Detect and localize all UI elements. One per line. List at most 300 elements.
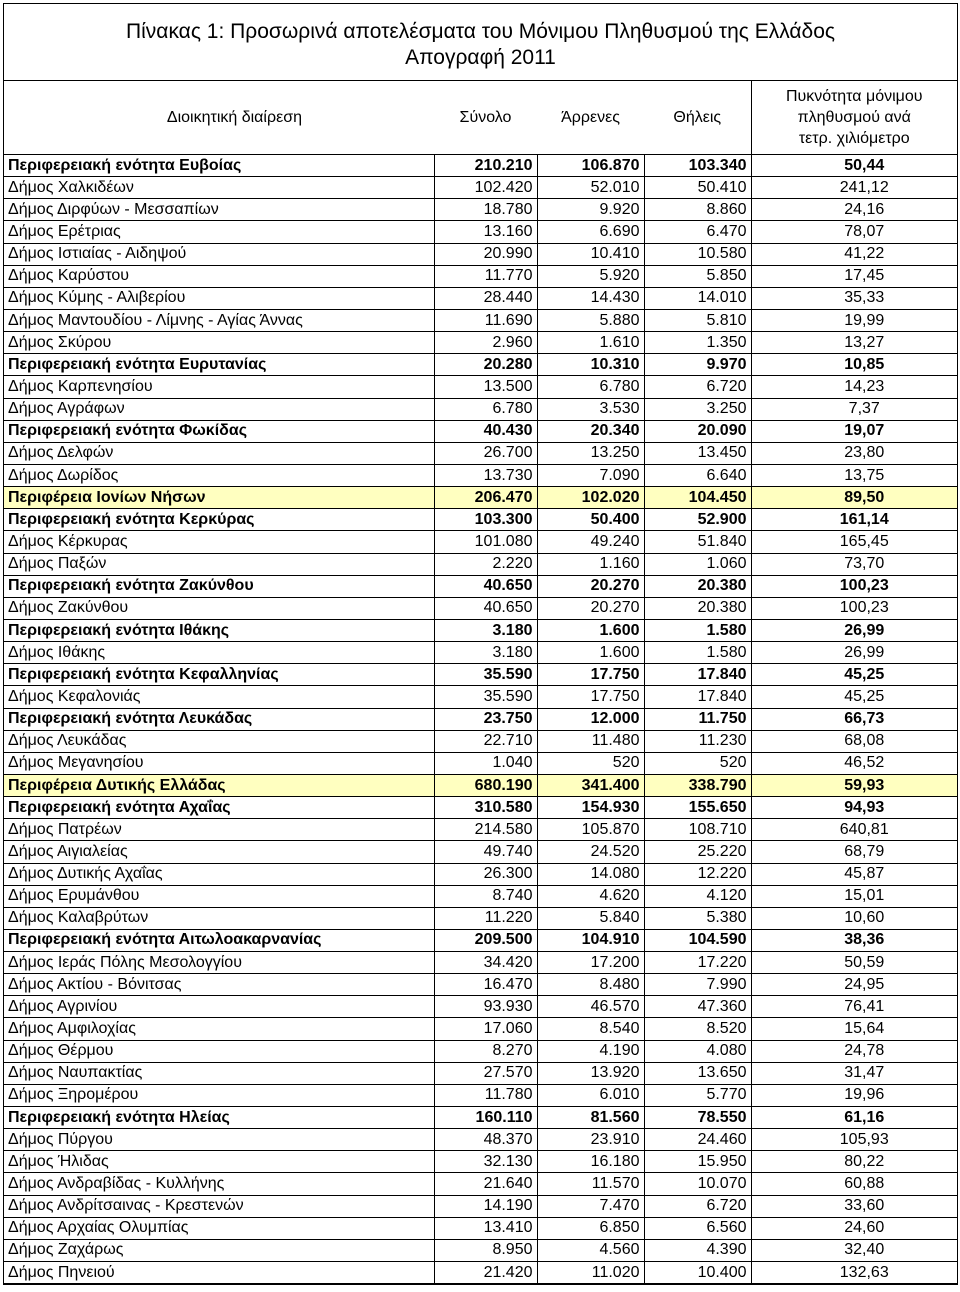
- cell-male: 7.470: [537, 1195, 644, 1217]
- cell-male: 4.620: [537, 885, 644, 907]
- cell-total: 93.930: [434, 996, 537, 1018]
- cell-name: Δήμος Σκύρου: [4, 332, 434, 354]
- cell-total: 16.470: [434, 974, 537, 996]
- cell-female: 104.590: [644, 929, 751, 951]
- cell-total: 35.590: [434, 664, 537, 686]
- table-row: [4, 420, 957, 442]
- cell-name: Δήμος Πατρέων: [4, 819, 434, 841]
- cell-name: Περιφερειακή ενότητα Λευκάδας: [4, 708, 434, 730]
- cell-density: 76,41: [751, 996, 957, 1018]
- cell-total: 20.280: [434, 354, 537, 376]
- cell-density: 13,27: [751, 332, 957, 354]
- header-row: [4, 81, 957, 155]
- table-row: [4, 531, 957, 553]
- cell-name: Δήμος Κεφαλονιάς: [4, 686, 434, 708]
- table-row: [4, 1018, 957, 1040]
- header-density-line1: Πυκνότητα μόνιμου: [785, 88, 923, 105]
- cell-female: 52.900: [644, 509, 751, 531]
- header-density-line2: πληθυσμού ανά: [797, 109, 911, 126]
- cell-name: Δήμος Δελφών: [4, 442, 434, 464]
- cell-male: 104.910: [537, 929, 644, 951]
- cell-female: 9.970: [644, 354, 751, 376]
- table-row: [4, 398, 957, 420]
- cell-density: 15,64: [751, 1018, 957, 1040]
- cell-total: 310.580: [434, 797, 537, 819]
- cell-name: Δήμος Αιγιαλείας: [4, 841, 434, 863]
- cell-male: 520: [537, 752, 644, 774]
- cell-total: 680.190: [434, 774, 537, 796]
- table-row: [4, 841, 957, 863]
- cell-total: 49.740: [434, 841, 537, 863]
- table-row: [4, 332, 957, 354]
- cell-female: 6.560: [644, 1217, 751, 1239]
- cell-female: 15.950: [644, 1151, 751, 1173]
- cell-density: 45,25: [751, 664, 957, 686]
- cell-total: 209.500: [434, 929, 537, 951]
- cell-name: Δήμος Αγρινίου: [4, 996, 434, 1018]
- cell-density: 94,93: [751, 797, 957, 819]
- table-row: [4, 708, 957, 730]
- cell-total: 11.780: [434, 1084, 537, 1106]
- cell-male: 6.850: [537, 1217, 644, 1239]
- cell-total: 3.180: [434, 642, 537, 664]
- table-row: [4, 774, 957, 796]
- cell-name: Δήμος Ζαχάρως: [4, 1239, 434, 1261]
- table-row: [4, 354, 957, 376]
- cell-total: 8.740: [434, 885, 537, 907]
- cell-total: 22.710: [434, 730, 537, 752]
- table-row: [4, 575, 957, 597]
- table-row: [4, 686, 957, 708]
- cell-name: Περιφερειακή ενότητα Αχαΐας: [4, 797, 434, 819]
- cell-name: Δήμος Ιστιαίας - Αιδηψού: [4, 243, 434, 265]
- cell-density: 100,23: [751, 597, 957, 619]
- cell-female: 13.650: [644, 1062, 751, 1084]
- cell-total: 2.220: [434, 553, 537, 575]
- cell-male: 6.690: [537, 221, 644, 243]
- cell-density: 45,25: [751, 686, 957, 708]
- cell-male: 6.780: [537, 376, 644, 398]
- cell-total: 18.780: [434, 199, 537, 221]
- cell-name: Δήμος Μαντουδίου - Λίμνης - Αγίας Άννας: [4, 309, 434, 331]
- cell-name: Δήμος Ερυμάνθου: [4, 885, 434, 907]
- cell-density: 45,87: [751, 863, 957, 885]
- table-row: [4, 797, 957, 819]
- cell-male: 11.480: [537, 730, 644, 752]
- cell-female: 10.070: [644, 1173, 751, 1195]
- cell-name: Περιφερειακή ενότητα Φωκίδας: [4, 420, 434, 442]
- cell-total: 3.180: [434, 619, 537, 641]
- cell-male: 10.310: [537, 354, 644, 376]
- cell-name: Περιφερειακή ενότητα Ευβοίας: [4, 155, 434, 177]
- cell-density: 80,22: [751, 1151, 957, 1173]
- table-row: [4, 509, 957, 531]
- cell-male: 154.930: [537, 797, 644, 819]
- cell-total: 8.270: [434, 1040, 537, 1062]
- header-total: Σύνολο: [434, 81, 537, 155]
- cell-female: 10.400: [644, 1262, 751, 1284]
- cell-male: 6.010: [537, 1084, 644, 1106]
- cell-male: 81.560: [537, 1107, 644, 1129]
- cell-female: 1.350: [644, 332, 751, 354]
- cell-name: Δήμος Αμφιλοχίας: [4, 1018, 434, 1040]
- cell-female: 5.810: [644, 309, 751, 331]
- cell-name: Δήμος Ιεράς Πόλης Μεσολογγίου: [4, 952, 434, 974]
- cell-total: 13.500: [434, 376, 537, 398]
- cell-name: Δήμος Κύμης - Αλιβερίου: [4, 287, 434, 309]
- cell-male: 8.480: [537, 974, 644, 996]
- cell-total: 17.060: [434, 1018, 537, 1040]
- cell-name: Δήμος Ξηρομέρου: [4, 1084, 434, 1106]
- table-title: Πίνακας 1: Προσωρινά αποτελέσματα του Μόνιμου Πληθυσμού της Ελλάδος: [125, 20, 836, 43]
- cell-density: 68,79: [751, 841, 957, 863]
- cell-name: Δήμος Ακτίου - Βόνιτσας: [4, 974, 434, 996]
- cell-total: 40.650: [434, 575, 537, 597]
- table-row: [4, 487, 957, 509]
- cell-name: Δήμος Μεγανησίου: [4, 752, 434, 774]
- cell-female: 1.580: [644, 642, 751, 664]
- cell-male: 341.400: [537, 774, 644, 796]
- cell-male: 1.600: [537, 619, 644, 641]
- cell-total: 160.110: [434, 1107, 537, 1129]
- cell-female: 4.390: [644, 1239, 751, 1261]
- cell-name: Δήμος Πηνειού: [4, 1262, 434, 1284]
- cell-female: 338.790: [644, 774, 751, 796]
- table-row: [4, 464, 957, 486]
- cell-female: 6.720: [644, 1195, 751, 1217]
- cell-male: 14.430: [537, 287, 644, 309]
- cell-name: Δήμος Ιθάκης: [4, 642, 434, 664]
- cell-female: 47.360: [644, 996, 751, 1018]
- population-table-sheet: [3, 3, 958, 1285]
- cell-name: Περιφερειακή ενότητα Ηλείας: [4, 1107, 434, 1129]
- cell-female: 6.720: [644, 376, 751, 398]
- cell-male: 12.000: [537, 708, 644, 730]
- table-row: [4, 819, 957, 841]
- table-row: [4, 1040, 957, 1062]
- cell-male: 8.540: [537, 1018, 644, 1040]
- cell-male: 102.020: [537, 487, 644, 509]
- cell-density: 165,45: [751, 531, 957, 553]
- cell-density: 19,96: [751, 1084, 957, 1106]
- cell-female: 20.380: [644, 597, 751, 619]
- cell-male: 52.010: [537, 177, 644, 199]
- cell-density: 35,33: [751, 287, 957, 309]
- cell-density: 31,47: [751, 1062, 957, 1084]
- cell-name: Δήμος Καλαβρύτων: [4, 907, 434, 929]
- cell-total: 40.650: [434, 597, 537, 619]
- cell-total: 6.780: [434, 398, 537, 420]
- cell-total: 1.040: [434, 752, 537, 774]
- cell-density: 14,23: [751, 376, 957, 398]
- cell-density: 26,99: [751, 642, 957, 664]
- cell-name: Περιφερειακή ενότητα Ιθάκης: [4, 619, 434, 641]
- cell-name: Δήμος Λευκάδας: [4, 730, 434, 752]
- table-row: [4, 1217, 957, 1239]
- cell-female: 3.250: [644, 398, 751, 420]
- cell-total: 11.690: [434, 309, 537, 331]
- cell-density: 15,01: [751, 885, 957, 907]
- table-row: [4, 974, 957, 996]
- cell-female: 20.380: [644, 575, 751, 597]
- cell-total: 26.300: [434, 863, 537, 885]
- cell-female: 1.580: [644, 619, 751, 641]
- cell-name: Δήμος Αγράφων: [4, 398, 434, 420]
- cell-density: 89,50: [751, 487, 957, 509]
- population-table: [4, 81, 957, 1284]
- table-row: [4, 287, 957, 309]
- cell-density: 33,60: [751, 1195, 957, 1217]
- cell-total: 40.430: [434, 420, 537, 442]
- cell-female: 108.710: [644, 819, 751, 841]
- cell-female: 17.840: [644, 686, 751, 708]
- table-row: [4, 177, 957, 199]
- cell-female: 7.990: [644, 974, 751, 996]
- cell-name: Δήμος Παξών: [4, 553, 434, 575]
- cell-density: 161,14: [751, 509, 957, 531]
- cell-total: 48.370: [434, 1129, 537, 1151]
- cell-male: 5.840: [537, 907, 644, 929]
- cell-female: 6.470: [644, 221, 751, 243]
- cell-male: 17.750: [537, 664, 644, 686]
- header-density-line3: τετρ. χιλιόμετρο: [798, 130, 910, 147]
- cell-density: 66,73: [751, 708, 957, 730]
- cell-total: 20.990: [434, 243, 537, 265]
- cell-female: 155.650: [644, 797, 751, 819]
- cell-density: 46,52: [751, 752, 957, 774]
- header-density: [751, 81, 957, 155]
- cell-male: 4.190: [537, 1040, 644, 1062]
- table-row: [4, 1151, 957, 1173]
- cell-total: 2.960: [434, 332, 537, 354]
- cell-name: Δήμος Ήλιδας: [4, 1151, 434, 1173]
- cell-density: 100,23: [751, 575, 957, 597]
- cell-male: 1.160: [537, 553, 644, 575]
- cell-density: 105,93: [751, 1129, 957, 1151]
- table-row: [4, 952, 957, 974]
- table-row: [4, 243, 957, 265]
- cell-female: 13.450: [644, 442, 751, 464]
- cell-male: 7.090: [537, 464, 644, 486]
- cell-female: 17.220: [644, 952, 751, 974]
- cell-density: 61,16: [751, 1107, 957, 1129]
- cell-female: 78.550: [644, 1107, 751, 1129]
- cell-name: Περιφερειακή ενότητα Αιτωλοακαρνανίας: [4, 929, 434, 951]
- cell-density: 17,45: [751, 265, 957, 287]
- cell-name: Περιφερειακή ενότητα Ζακύνθου: [4, 575, 434, 597]
- cell-female: 103.340: [644, 155, 751, 177]
- cell-density: 41,22: [751, 243, 957, 265]
- table-subtitle: Απογραφή 2011: [405, 46, 556, 69]
- cell-name: Δήμος Πύργου: [4, 1129, 434, 1151]
- cell-density: 19,99: [751, 309, 957, 331]
- table-row: [4, 553, 957, 575]
- table-row: [4, 221, 957, 243]
- cell-female: 50.410: [644, 177, 751, 199]
- cell-male: 17.750: [537, 686, 644, 708]
- table-row: [4, 155, 957, 177]
- cell-name: Δήμος Ναυπακτίας: [4, 1062, 434, 1084]
- cell-male: 9.920: [537, 199, 644, 221]
- cell-male: 50.400: [537, 509, 644, 531]
- cell-total: 101.080: [434, 531, 537, 553]
- cell-total: 21.420: [434, 1262, 537, 1284]
- cell-name: Δήμος Θέρμου: [4, 1040, 434, 1062]
- cell-male: 17.200: [537, 952, 644, 974]
- table-row: [4, 730, 957, 752]
- table-row: [4, 664, 957, 686]
- cell-name: Δήμος Δυτικής Αχαΐας: [4, 863, 434, 885]
- cell-total: 13.160: [434, 221, 537, 243]
- cell-name: Δήμος Δωρίδος: [4, 464, 434, 486]
- cell-total: 206.470: [434, 487, 537, 509]
- table-row: [4, 1239, 957, 1261]
- cell-male: 23.910: [537, 1129, 644, 1151]
- cell-density: 10,60: [751, 907, 957, 929]
- cell-name: Περιφερειακή ενότητα Κεφαλληνίας: [4, 664, 434, 686]
- cell-female: 20.090: [644, 420, 751, 442]
- cell-total: 210.210: [434, 155, 537, 177]
- cell-density: 10,85: [751, 354, 957, 376]
- cell-density: 50,59: [751, 952, 957, 974]
- cell-name: Δήμος Καρύστου: [4, 265, 434, 287]
- cell-female: 24.460: [644, 1129, 751, 1151]
- cell-name: Δήμος Ανδρίτσαινας - Κρεστενών: [4, 1195, 434, 1217]
- cell-name: Δήμος Ανδραβίδας - Κυλλήνης: [4, 1173, 434, 1195]
- cell-female: 11.230: [644, 730, 751, 752]
- cell-name: Δήμος Κέρκυρας: [4, 531, 434, 553]
- cell-density: 38,36: [751, 929, 957, 951]
- table-row: [4, 1084, 957, 1106]
- cell-female: 4.080: [644, 1040, 751, 1062]
- cell-total: 11.770: [434, 265, 537, 287]
- cell-total: 21.640: [434, 1173, 537, 1195]
- table-row: [4, 1062, 957, 1084]
- cell-total: 14.190: [434, 1195, 537, 1217]
- cell-density: 59,93: [751, 774, 957, 796]
- table-row: [4, 996, 957, 1018]
- table-row: [4, 929, 957, 951]
- cell-male: 20.270: [537, 597, 644, 619]
- cell-name: Δήμος Ερέτριας: [4, 221, 434, 243]
- cell-density: 13,75: [751, 464, 957, 486]
- cell-total: 32.130: [434, 1151, 537, 1173]
- table-row: [4, 265, 957, 287]
- cell-male: 16.180: [537, 1151, 644, 1173]
- cell-density: 73,70: [751, 553, 957, 575]
- cell-male: 106.870: [537, 155, 644, 177]
- cell-density: 640,81: [751, 819, 957, 841]
- cell-male: 5.920: [537, 265, 644, 287]
- table-row: [4, 376, 957, 398]
- cell-female: 6.640: [644, 464, 751, 486]
- table-row: [4, 309, 957, 331]
- cell-female: 14.010: [644, 287, 751, 309]
- cell-density: 132,63: [751, 1262, 957, 1284]
- cell-male: 24.520: [537, 841, 644, 863]
- cell-female: 8.520: [644, 1018, 751, 1040]
- cell-density: 24,16: [751, 199, 957, 221]
- cell-male: 13.250: [537, 442, 644, 464]
- cell-density: 24,95: [751, 974, 957, 996]
- cell-male: 4.560: [537, 1239, 644, 1261]
- table-row: [4, 1129, 957, 1151]
- cell-female: 51.840: [644, 531, 751, 553]
- cell-female: 5.770: [644, 1084, 751, 1106]
- cell-male: 11.570: [537, 1173, 644, 1195]
- table-row: [4, 1195, 957, 1217]
- cell-total: 23.750: [434, 708, 537, 730]
- cell-density: 19,07: [751, 420, 957, 442]
- cell-female: 11.750: [644, 708, 751, 730]
- header-male: Άρρενες: [537, 81, 644, 155]
- cell-density: 23,80: [751, 442, 957, 464]
- cell-total: 8.950: [434, 1239, 537, 1261]
- table-row: [4, 619, 957, 641]
- cell-female: 8.860: [644, 199, 751, 221]
- cell-density: 32,40: [751, 1239, 957, 1261]
- cell-density: 26,99: [751, 619, 957, 641]
- cell-density: 241,12: [751, 177, 957, 199]
- table-row: [4, 885, 957, 907]
- cell-male: 13.920: [537, 1062, 644, 1084]
- table-row: [4, 1107, 957, 1129]
- cell-total: 11.220: [434, 907, 537, 929]
- cell-male: 5.880: [537, 309, 644, 331]
- cell-density: 60,88: [751, 1173, 957, 1195]
- cell-female: 5.380: [644, 907, 751, 929]
- table-row: [4, 752, 957, 774]
- cell-name: Δήμος Χαλκιδέων: [4, 177, 434, 199]
- cell-name: Δήμος Αρχαίας Ολυμπίας: [4, 1217, 434, 1239]
- cell-female: 4.120: [644, 885, 751, 907]
- header-division: Διοικητική διαίρεση: [4, 81, 434, 155]
- table-row: [4, 597, 957, 619]
- cell-name: Περιφέρεια Ιονίων Νήσων: [4, 487, 434, 509]
- cell-female: 12.220: [644, 863, 751, 885]
- cell-density: 78,07: [751, 221, 957, 243]
- cell-female: 1.060: [644, 553, 751, 575]
- cell-male: 1.610: [537, 332, 644, 354]
- cell-total: 34.420: [434, 952, 537, 974]
- cell-female: 17.840: [644, 664, 751, 686]
- cell-total: 13.410: [434, 1217, 537, 1239]
- table-row: [4, 1173, 957, 1195]
- cell-name: Δήμος Ζακύνθου: [4, 597, 434, 619]
- table-body: [4, 155, 957, 1284]
- cell-total: 26.700: [434, 442, 537, 464]
- header-female: Θήλεις: [644, 81, 751, 155]
- cell-male: 20.270: [537, 575, 644, 597]
- cell-name: Δήμος Διρφύων - Μεσσαπίων: [4, 199, 434, 221]
- cell-male: 3.530: [537, 398, 644, 420]
- cell-total: 13.730: [434, 464, 537, 486]
- cell-male: 11.020: [537, 1262, 644, 1284]
- table-row: [4, 1262, 957, 1284]
- cell-total: 102.420: [434, 177, 537, 199]
- cell-total: 103.300: [434, 509, 537, 531]
- cell-name: Περιφερειακή ενότητα Ευρυτανίας: [4, 354, 434, 376]
- cell-name: Περιφέρεια Δυτικής Ελλάδας: [4, 774, 434, 796]
- cell-total: 35.590: [434, 686, 537, 708]
- cell-total: 214.580: [434, 819, 537, 841]
- cell-density: 24,78: [751, 1040, 957, 1062]
- cell-male: 1.600: [537, 642, 644, 664]
- cell-female: 104.450: [644, 487, 751, 509]
- cell-female: 5.850: [644, 265, 751, 287]
- cell-density: 68,08: [751, 730, 957, 752]
- table-row: [4, 199, 957, 221]
